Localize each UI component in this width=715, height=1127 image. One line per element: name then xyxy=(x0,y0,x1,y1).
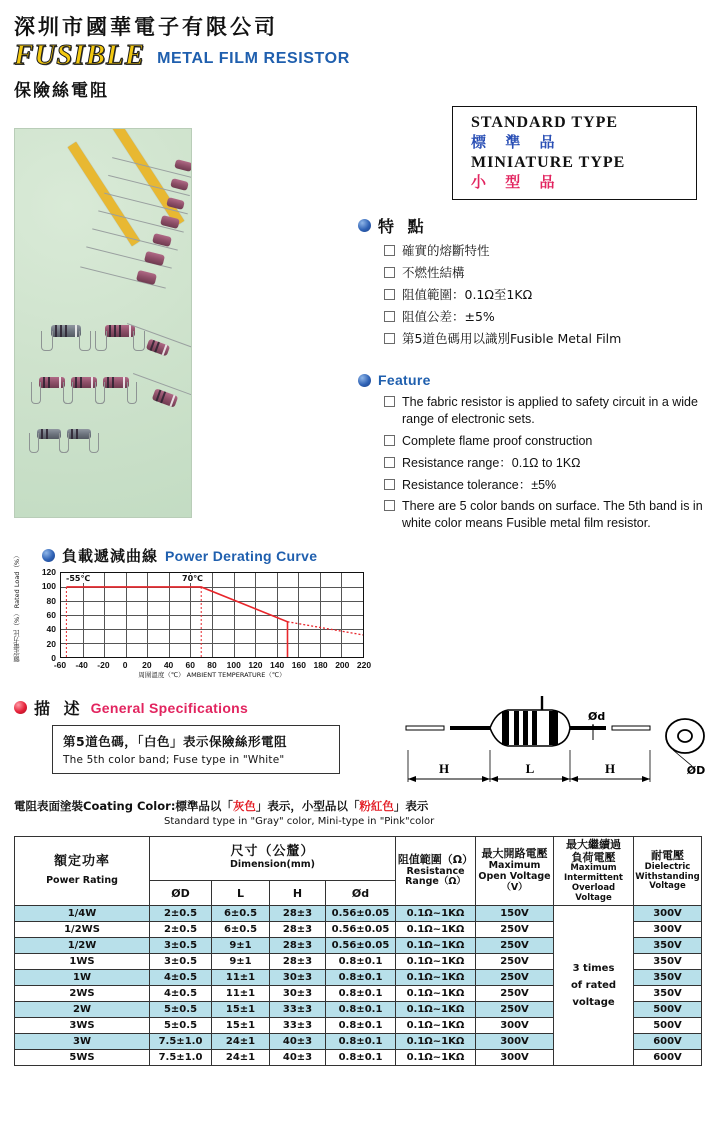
resistor-diagram-svg xyxy=(392,694,712,794)
miniature-type-cn: 小 型 品 xyxy=(471,172,562,191)
th-resistance-range xyxy=(396,837,476,906)
list-item-label: 阻值公差：±5% xyxy=(402,308,495,324)
cell-diameter-big: 4±0.5 xyxy=(150,970,212,986)
checkbox-icon xyxy=(384,245,395,256)
features-en-heading xyxy=(358,372,708,388)
chart-x-tick: 60 xyxy=(185,660,196,670)
cell-resistance-range: 0.1Ω~1KΩ xyxy=(396,1002,476,1018)
chart-x-tick: 0 xyxy=(122,660,128,670)
cell-power-rating: 5WS xyxy=(15,1050,150,1066)
cell-open-voltage: 250V xyxy=(476,1002,554,1018)
coating-note-cn-post: 」表示 xyxy=(393,799,429,813)
cell-power-rating: 1/2WS xyxy=(15,922,150,938)
th-dielectric-voltage xyxy=(634,837,702,906)
standard-type-cn: 標 準 品 xyxy=(471,133,562,151)
chart-y-tick: 60 xyxy=(46,610,56,620)
list-item xyxy=(384,455,708,472)
cell-diameter-big: 7.5±1.0 xyxy=(150,1050,212,1066)
general-spec-note-box xyxy=(52,725,340,774)
cell-height: 28±3 xyxy=(270,922,326,938)
chart-y-ticks xyxy=(34,567,58,663)
overload-value-line: 3 times xyxy=(572,963,615,975)
features-cn-title: 特 點 xyxy=(378,217,428,236)
cell-diameter-big: 7.5±1.0 xyxy=(150,1034,212,1050)
th-res-en2: Range（Ω） xyxy=(405,876,466,888)
checkbox-icon xyxy=(384,500,395,511)
chart-x-tick: 120 xyxy=(248,660,263,670)
checkbox-icon xyxy=(384,396,395,407)
general-spec-section xyxy=(14,696,354,774)
chart-curve xyxy=(61,573,363,657)
coating-note-en: Standard type in "Gray" color, Mini-type in "Pink"color xyxy=(164,816,435,827)
cell-height: 28±3 xyxy=(270,954,326,970)
checkbox-icon xyxy=(384,435,395,446)
th-open-en2: Open Voltage xyxy=(478,871,551,883)
cell-height: 30±3 xyxy=(270,970,326,986)
fusible-logo: FUSIBLE xyxy=(14,39,146,72)
features-cn-list xyxy=(384,243,708,347)
cell-diameter-small: 0.8±0.1 xyxy=(326,1050,396,1066)
th-overload-cn1: 最大繼續過 xyxy=(566,838,621,851)
cell-diameter-big: 3±0.5 xyxy=(150,938,212,954)
cell-dielectric-voltage: 300V xyxy=(634,922,702,938)
general-spec-note-en: The 5th color band; Fuse type in "White" xyxy=(63,754,285,766)
cell-height: 40±3 xyxy=(270,1050,326,1066)
th-d-big-label: ØD xyxy=(171,886,190,900)
svg-text:H: H xyxy=(438,761,450,776)
overload-value-line: of rated xyxy=(570,980,617,992)
features-cn-section xyxy=(358,214,708,352)
th-overload-en2: Intermittent xyxy=(563,873,623,884)
chart-x-axis-label: 周圍溫度（℃） AMBIENT TEMPERATURE（℃） xyxy=(138,671,286,679)
checkbox-icon xyxy=(384,333,395,344)
th-diel-en1: Dielectric xyxy=(644,861,691,872)
cell-resistance-range: 0.1Ω~1KΩ xyxy=(396,970,476,986)
derating-curve-svg xyxy=(61,573,363,657)
th-power-cn: 額定功率 xyxy=(53,854,110,870)
list-item-label: 不燃性結構 xyxy=(402,264,465,280)
chart-x-tick: 220 xyxy=(356,660,372,670)
cell-length: 15±1 xyxy=(212,1018,270,1034)
cell-resistance-range: 0.1Ω~1KΩ xyxy=(396,1050,476,1066)
chart-x-tick: 180 xyxy=(313,660,328,670)
cell-power-rating: 2W xyxy=(15,1002,150,1018)
cell-power-rating: 2WS xyxy=(15,986,150,1002)
cell-diameter-small: 0.8±0.1 xyxy=(326,970,396,986)
marker-label-70: 70℃ xyxy=(182,574,203,583)
marker-label-minus55: -55℃ xyxy=(66,574,91,583)
bullet-dot-red-icon xyxy=(14,701,27,714)
chart-x-tick: 20 xyxy=(142,660,152,670)
chart-x-tick: -20 xyxy=(97,660,110,670)
standard-type-en: STANDARD TYPE xyxy=(471,114,619,131)
th-power-en: Power Rating xyxy=(46,875,118,887)
coating-highlight-gray: 灰色 xyxy=(232,799,256,813)
list-item xyxy=(384,265,708,282)
cell-height: 33±3 xyxy=(270,1002,326,1018)
th-d-small-label: Ød xyxy=(351,886,370,900)
cell-open-voltage: 300V xyxy=(476,1050,554,1066)
cell-height: 40±3 xyxy=(270,1034,326,1050)
product-photo xyxy=(14,128,192,518)
cell-diameter-small: 0.8±0.1 xyxy=(326,954,396,970)
coating-note-cn-mid: 」表示，小型品以「 xyxy=(255,799,360,813)
cell-diameter-big: 5±0.5 xyxy=(150,1002,212,1018)
cell-resistance-range: 0.1Ω~1KΩ xyxy=(396,954,476,970)
cell-resistance-range: 0.1Ω~1KΩ xyxy=(396,922,476,938)
cell-dielectric-voltage: 600V xyxy=(634,1034,702,1050)
th-dimension-group xyxy=(150,837,396,881)
bullet-dot-icon xyxy=(42,549,55,562)
cell-diameter-small: 0.8±0.1 xyxy=(326,1018,396,1034)
general-spec-note-cn: 第5道色碼，「白色」表示保險絲形電阻 xyxy=(63,734,287,749)
th-l-label: L xyxy=(236,886,244,900)
chart-y-tick: 20 xyxy=(46,638,56,649)
coating-note-cn-pre: 電阻表面塗裝Coating Color:標準品以「 xyxy=(14,799,233,813)
chart-y-tick: 100 xyxy=(41,581,56,592)
list-item xyxy=(384,394,708,428)
cell-diameter-big: 2±0.5 xyxy=(150,922,212,938)
cell-power-rating: 1/2W xyxy=(15,938,150,954)
th-dim-en: Dimension(mm) xyxy=(230,859,315,871)
checkbox-icon xyxy=(384,479,395,490)
checkbox-icon xyxy=(384,267,395,278)
resistor-dimension-diagram xyxy=(392,694,712,794)
cell-open-voltage: 250V xyxy=(476,938,554,954)
chart-y-tick: 40 xyxy=(46,624,56,635)
features-en-title: Feature xyxy=(378,372,431,388)
cell-power-rating: 1WS xyxy=(15,954,150,970)
th-diameter-big xyxy=(150,880,212,906)
company-name-cn: 深圳市國華電子有限公司 xyxy=(14,15,278,39)
list-item-label: Complete flame proof construction xyxy=(402,433,593,448)
cell-power-rating: 1W xyxy=(15,970,150,986)
tape-strip-2 xyxy=(112,128,185,226)
cell-length: 11±1 xyxy=(212,970,270,986)
list-item xyxy=(384,477,708,494)
th-open-cn: 最大開路電壓 xyxy=(481,847,548,861)
cell-diameter-big: 2±0.5 xyxy=(150,906,212,922)
th-diel-en3: Voltage xyxy=(649,881,686,892)
product-title-cn: 保險絲電阻 xyxy=(14,81,109,102)
logo-row xyxy=(14,41,444,70)
cell-diameter-small: 0.8±0.1 xyxy=(326,986,396,1002)
chart-x-tick: 40 xyxy=(163,660,174,670)
cell-length: 24±1 xyxy=(212,1034,270,1050)
cell-diameter-big: 4±0.5 xyxy=(150,986,212,1002)
cell-resistance-range: 0.1Ω~1KΩ xyxy=(396,906,476,922)
cell-resistance-range: 0.1Ω~1KΩ xyxy=(396,1034,476,1050)
chart-x-tick: 100 xyxy=(226,660,241,670)
cell-resistance-range: 0.1Ω~1KΩ xyxy=(396,938,476,954)
cell-resistance-range: 0.1Ω~1KΩ xyxy=(396,986,476,1002)
list-item-label: Resistance range：0.1Ω to 1KΩ xyxy=(402,455,581,470)
checkbox-icon xyxy=(384,289,395,300)
cell-open-voltage: 300V xyxy=(476,1034,554,1050)
table-row xyxy=(15,906,702,922)
cell-length: 9±1 xyxy=(212,954,270,970)
chart-title-en: Power Derating Curve xyxy=(165,547,318,564)
th-diameter-small xyxy=(326,880,396,906)
chart-y-tick: 120 xyxy=(41,567,56,577)
cell-diameter-big: 5±0.5 xyxy=(150,1018,212,1034)
th-overload-en3: Overload Voltage xyxy=(571,882,616,903)
th-diel-en2: Withstanding xyxy=(635,871,700,882)
cell-dielectric-voltage: 600V xyxy=(634,1050,702,1066)
page-header xyxy=(14,16,444,101)
product-title-en: METAL FILM RESISTOR xyxy=(157,50,350,68)
th-diel-cn: 耐電壓 xyxy=(651,849,684,863)
general-spec-heading xyxy=(14,696,354,719)
cell-power-rating: 3WS xyxy=(15,1018,150,1034)
list-item xyxy=(384,331,708,348)
chart-plot-area xyxy=(60,572,364,658)
list-item xyxy=(384,309,708,326)
th-res-cn: 阻值範圍（Ω） xyxy=(397,852,474,866)
list-item xyxy=(384,287,708,304)
cell-power-rating: 1/4W xyxy=(15,906,150,922)
list-item xyxy=(384,433,708,450)
list-item xyxy=(384,243,708,260)
cell-power-rating: 3W xyxy=(15,1034,150,1050)
th-open-en3: （V） xyxy=(501,881,528,893)
chart-x-tick: 80 xyxy=(207,660,217,670)
features-en-list xyxy=(384,394,708,532)
chart-heading xyxy=(42,545,364,566)
cell-open-voltage: 250V xyxy=(476,970,554,986)
table-header-row-1 xyxy=(15,837,702,881)
cell-diameter-small: 0.8±0.1 xyxy=(326,1002,396,1018)
cell-dielectric-voltage: 350V xyxy=(634,954,702,970)
cell-length: 6±0.5 xyxy=(212,906,270,922)
miniature-type-en: MINIATURE TYPE xyxy=(471,153,626,171)
th-overload-voltage xyxy=(554,837,634,906)
cell-resistance-range: 0.1Ω~1KΩ xyxy=(396,1018,476,1034)
cell-dielectric-voltage: 500V xyxy=(634,1018,702,1034)
th-open-en1: Maximum xyxy=(488,860,541,872)
chart-y-axis-label: 額定電力比（%） Rated Load（%） xyxy=(13,552,21,662)
cell-dielectric-voltage: 300V xyxy=(634,906,702,922)
svg-text:L: L xyxy=(525,761,535,776)
cell-length: 11±1 xyxy=(212,986,270,1002)
bullet-dot-icon xyxy=(358,374,371,387)
chart-x-tick: 140 xyxy=(270,660,285,670)
cell-dielectric-voltage: 500V xyxy=(634,1002,702,1018)
derating-chart-section xyxy=(13,545,372,679)
th-dim-cn: 尺寸（公釐） xyxy=(230,844,315,860)
list-item xyxy=(384,498,708,532)
th-h-label: H xyxy=(292,886,303,900)
chart-y-tick: 80 xyxy=(46,595,56,606)
cell-diameter-small: 0.56±0.05 xyxy=(326,922,396,938)
cell-height: 28±3 xyxy=(270,906,326,922)
list-item-label: 確實的熔斷特性 xyxy=(402,243,490,258)
type-box xyxy=(452,106,697,200)
cell-length: 15±1 xyxy=(212,1002,270,1018)
cell-length: 9±1 xyxy=(212,938,270,954)
cell-height: 28±3 xyxy=(270,938,326,954)
overload-value-line: voltage xyxy=(572,997,615,1009)
cell-dielectric-voltage: 350V xyxy=(634,938,702,954)
chart-x-tick: -40 xyxy=(75,660,88,670)
coating-note-cn xyxy=(14,798,704,814)
cell-overload-voltage xyxy=(554,906,634,1066)
list-item-label: The fabric resistor is applied to safety circuit in a wide range of electronic sets. xyxy=(402,395,698,426)
bullet-dot-icon xyxy=(358,219,371,232)
cell-open-voltage: 150V xyxy=(476,906,554,922)
general-spec-title-en: General Specifications xyxy=(90,699,249,716)
checkbox-icon xyxy=(384,311,395,322)
specification-table xyxy=(14,836,702,1066)
cell-diameter-big: 3±0.5 xyxy=(150,954,212,970)
cell-open-voltage: 250V xyxy=(476,922,554,938)
th-res-en1: Resistance xyxy=(406,865,465,877)
specification-table-body xyxy=(15,906,702,1066)
coating-highlight-pink: 粉紅色 xyxy=(359,799,394,813)
cell-diameter-small: 0.56±0.05 xyxy=(326,938,396,954)
chart-title-cn: 負載遞減曲線 xyxy=(62,547,159,565)
th-length xyxy=(212,880,270,906)
cell-dielectric-voltage: 350V xyxy=(634,970,702,986)
svg-text:ØD: ØD xyxy=(686,764,706,777)
th-overload-cn2: 負荷電壓 xyxy=(571,850,616,864)
cell-length: 6±0.5 xyxy=(212,922,270,938)
list-item-label: Resistance tolerance：±5% xyxy=(402,477,557,492)
list-item-label: 第5道色碼用以識別Fusible Metal Film xyxy=(402,330,622,346)
chart-y-tick: 0 xyxy=(51,653,56,663)
th-open-voltage xyxy=(476,837,554,906)
features-en-section xyxy=(358,372,708,537)
cell-open-voltage: 250V xyxy=(476,954,554,970)
cell-height: 30±3 xyxy=(270,986,326,1002)
cell-diameter-small: 0.56±0.05 xyxy=(326,906,396,922)
cell-open-voltage: 300V xyxy=(476,1018,554,1034)
list-item-label: There are 5 color bands on surface. The 5th band is in white color means Fusible metal film resistor. xyxy=(402,499,703,531)
cell-height: 33±3 xyxy=(270,1018,326,1034)
general-spec-title-cn: 描 述 xyxy=(34,699,84,718)
cell-length: 24±1 xyxy=(212,1050,270,1066)
cell-open-voltage: 250V xyxy=(476,986,554,1002)
cell-dielectric-voltage: 350V xyxy=(634,986,702,1002)
cell-diameter-small: 0.8±0.1 xyxy=(326,1034,396,1050)
th-overload-en1: Maximum xyxy=(570,863,617,874)
th-height xyxy=(270,880,326,906)
list-item-label: 阻值範圍：0.1Ω至1KΩ xyxy=(402,286,533,302)
chart-x-tick: 160 xyxy=(291,660,306,670)
th-power-rating xyxy=(15,837,150,906)
svg-text:H: H xyxy=(604,761,616,776)
coating-color-note xyxy=(14,798,704,827)
chart-x-tick: 200 xyxy=(335,660,350,670)
svg-text:Ød: Ød xyxy=(588,710,606,723)
chart-x-tick: -60 xyxy=(53,660,67,670)
features-cn-heading xyxy=(358,214,708,237)
checkbox-icon xyxy=(384,457,395,468)
